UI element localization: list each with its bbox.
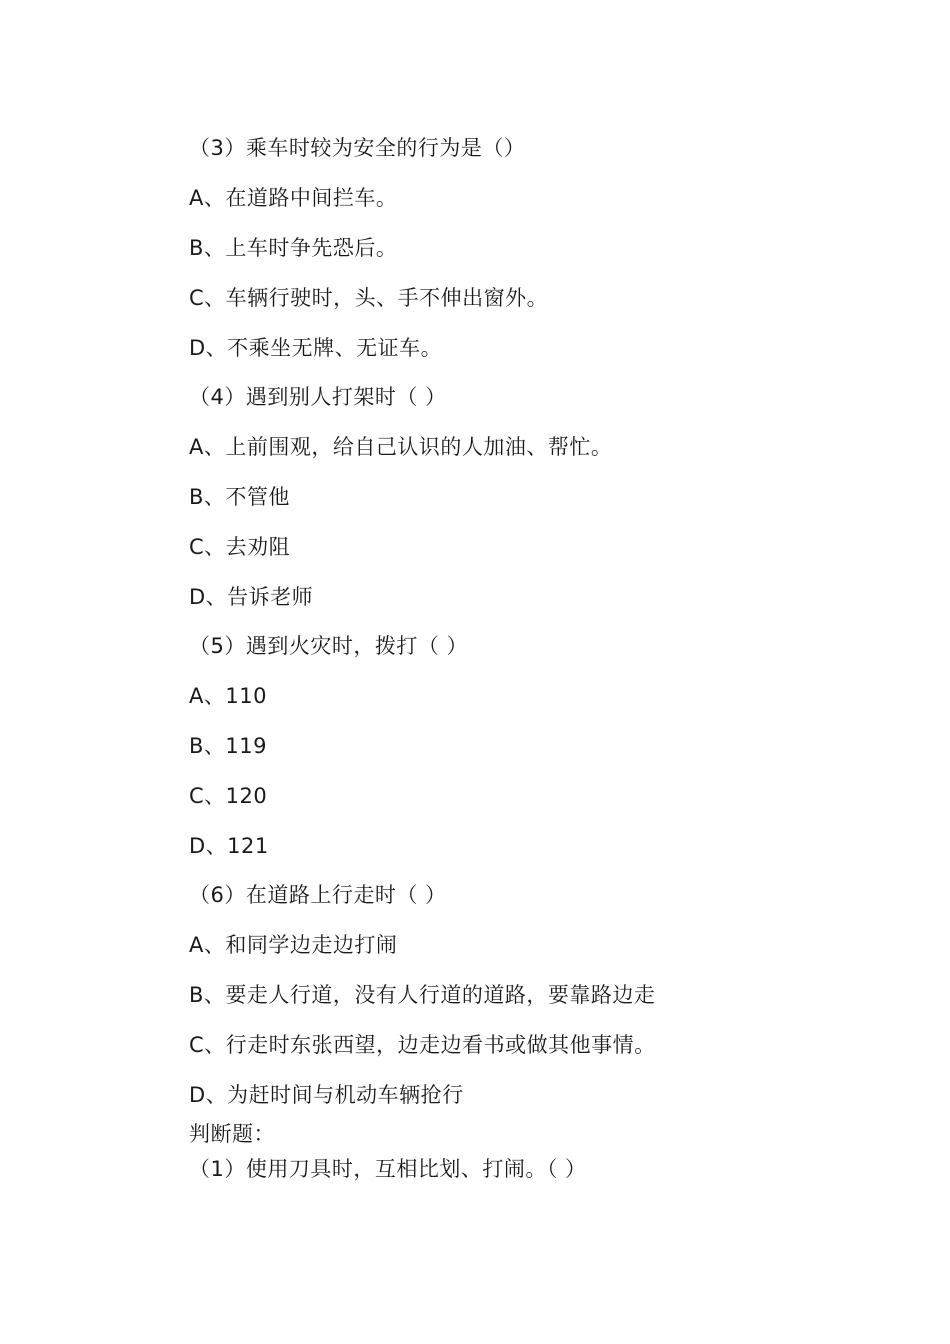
question-3-title: （3）乘车时较为安全的行为是（） xyxy=(189,136,526,160)
question-3-option-d: D、不乘坐无牌、无证车。 xyxy=(189,336,443,360)
question-5-option-a: A、110 xyxy=(189,684,267,708)
section-heading-true-false: 判断题： xyxy=(189,1122,275,1146)
question-5-title: （5）遇到火灾时，拨打（ ） xyxy=(189,634,469,658)
question-4-option-b: B、不管他 xyxy=(189,485,290,509)
question-5-option-d: D、121 xyxy=(189,834,269,858)
question-3-option-c: C、车辆行驶时，头、手不伸出窗外。 xyxy=(189,286,549,310)
true-false-question-1: （1）使用刀具时，互相比划、打闹。（ ） xyxy=(189,1157,587,1181)
question-4-option-c: C、去劝阻 xyxy=(189,535,291,559)
question-4-option-d: D、告诉老师 xyxy=(189,585,314,609)
question-3-option-b: B、上车时争先恐后。 xyxy=(189,236,398,260)
question-6-option-a: A、和同学边走边打闹 xyxy=(189,933,398,957)
question-5-option-c: C、120 xyxy=(189,784,268,808)
question-6-option-d: D、为赶时间与机动车辆抢行 xyxy=(189,1083,464,1107)
question-6-title: （6）在道路上行走时（ ） xyxy=(189,883,447,907)
question-4-option-a: A、上前围观，给自己认识的人加油、帮忙。 xyxy=(189,435,613,459)
question-4-title: （4）遇到别人打架时（ ） xyxy=(189,385,447,409)
question-3-option-a: A、在道路中间拦车。 xyxy=(189,186,398,210)
question-5-option-b: B、119 xyxy=(189,734,267,758)
question-6-option-c: C、行走时东张西望，边走边看书或做其他事情。 xyxy=(189,1033,656,1057)
question-6-option-b: B、要走人行道，没有人行道的道路，要靠路边走 xyxy=(189,983,656,1007)
